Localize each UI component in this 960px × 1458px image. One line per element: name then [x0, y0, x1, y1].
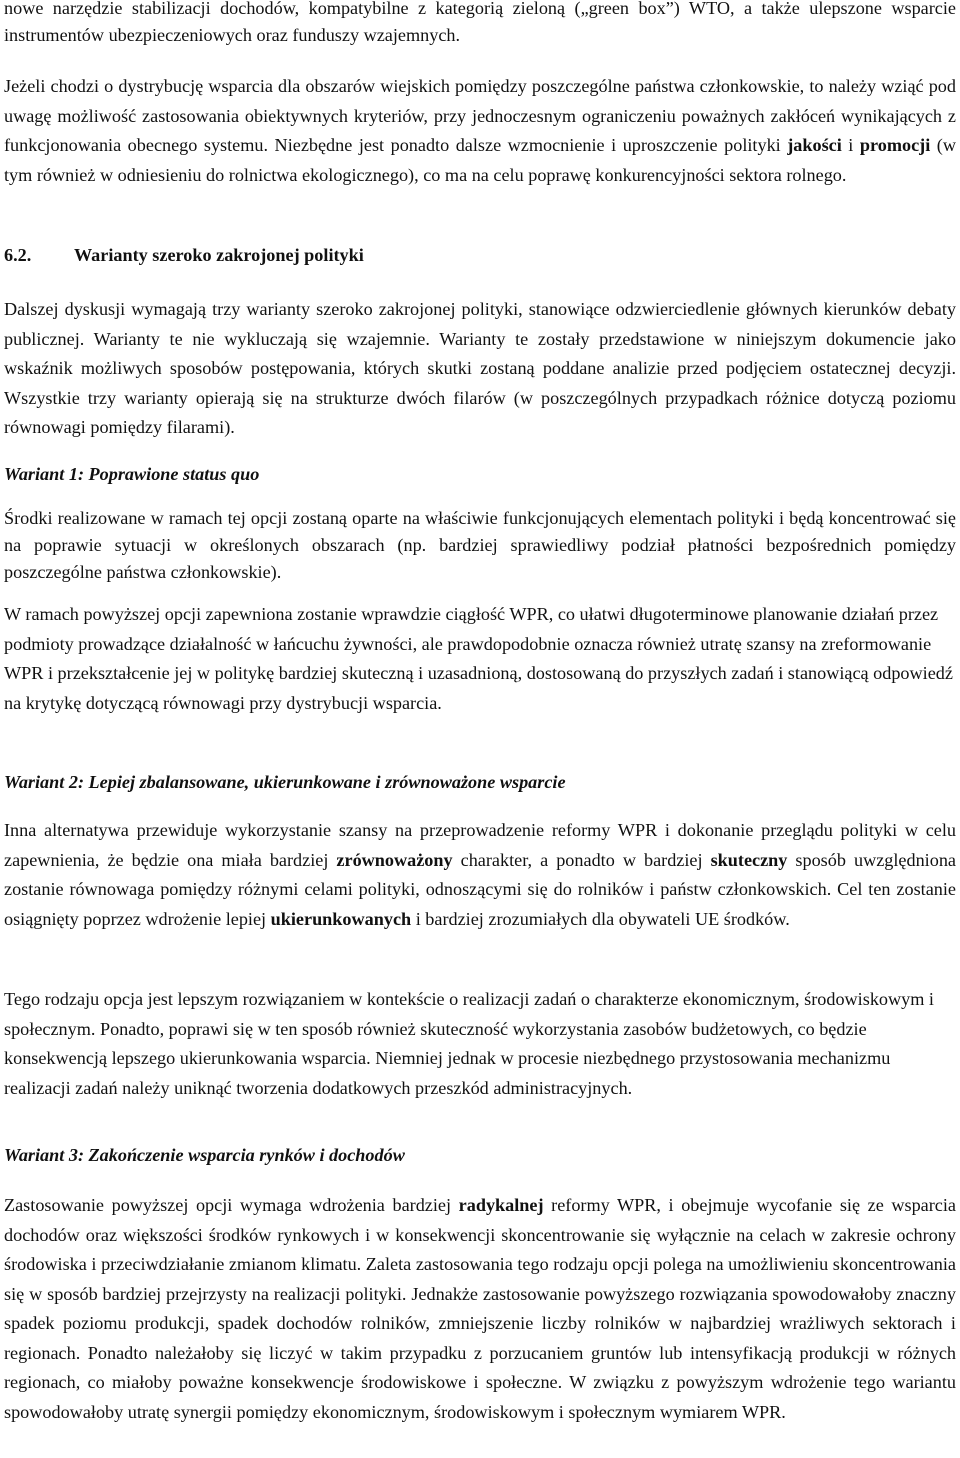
paragraph-text: charakter, a ponadto w bardziej [452, 849, 711, 870]
bold-term-effective: skuteczny [710, 849, 788, 870]
paragraph-variant-3-radical-reform [4, 1191, 956, 1427]
variant-1-title: Wariant 1: Poprawione status quo [4, 464, 260, 484]
paragraph-text: W ramach powyższej opcji zapewniona zostanie wprawdzie ciągłość WPR, co ułatwi długoterminowe planowanie działań przez podmioty prowadzące działalność w łańcuchu żywności, ale prawdopodobnie oznacza również utratę szansy na zreformowanie WPR i przekształcenie jej w politykę bardziej skuteczną i uzasadnioną, dostosowaną do przyszłych zadań i stanowiącą odpowiedź na krytykę dotyczącą równowagi przy dystrybucji wsparcia. [4, 604, 953, 713]
paragraph-variant-2-reform [4, 816, 956, 934]
paragraph-text: nowe narzędzie stabilizacji dochodów, kompatybilne z kategorią zieloną („green box”) WTO, a także ulepszone wsparcie instrumentów ubezpieczeniowych oraz funduszy wzajemnych. [4, 0, 956, 45]
paragraph-variant-2-benefits [4, 985, 956, 1103]
paragraph-intro-continuation [4, 0, 956, 49]
paragraph-variant-1-consequences [4, 600, 956, 718]
bold-term-quality: jakości [787, 135, 842, 155]
paragraph-variants-overview [4, 295, 956, 443]
paragraph-text: Jeżeli chodzi o dystrybucję wsparcia dla obszarów wiejskich pomiędzy poszczególne państwa członkowskie, to należy wziąć pod uwagę możliwość zastosowania obiektywnych kryteriów, przy jednoczesnym ograniczeniu poważnych zakłóceń wynikających z funkcjonowania obecnego systemu. Niezbędne jest ponadto dalsze wzmocnienie i uproszczenie polityki [4, 76, 956, 155]
bold-term-radical: radykalnej [458, 1195, 544, 1215]
paragraph-text: Dalszej dyskusji wymagają trzy warianty szeroko zakrojonej polityki, stanowiące odzwierciedlenie głównych kierunków debaty publicznej. Warianty te nie wykluczają się wzajemnie. Warianty te zostały przedstawione w niniejszym dokumencie jako wskaźnik możliwych sposobów postępowania, których skutki zostaną poddane analizie przed podjęciem ostatecznej decyzji. Wszystkie trzy warianty opierają się na strukturze dwóch filarów (w poszczególnych przypadkach różnice dotyczą poziomu równowagi pomiędzy filarami). [4, 299, 956, 437]
section-number: 6.2. [4, 245, 32, 265]
paragraph-text: reformy WPR, i obejmuje wycofanie się ze wsparcia dochodów oraz większości środków rynkowych i w konsekwencji skoncentrowanie się wyłącznie na celach w zakresie ochrony środowiska i przeciwdziałanie zmianom klimatu. Zaleta zastosowania tego rodzaju opcji polega na umożliwieniu skoncentrowania się w sposób bardziej przejrzysty na realizacji polityki. Jednakże zastosowanie powyższego rozwiązania spowodowałoby znaczny spadek poziomu produkcji, spadek dochodów rolników, zmniejszenie liczby rolników w najbardziej wrażliwych sektorach i regionach. Ponadto należałoby się liczyć w takim przypadku z porzucaniem gruntów lub intensyfikacją produkcji w różnych regionach, co miałoby poważne konsekwencje środowiskowe i społeczne. W związku z powyższym wdrożenie tego wariantu spowodowałoby utratę synergii pomiędzy ekonomicznym, środowiskowym i społecznym wymiarem WPR. [4, 1195, 956, 1422]
paragraph-text: (w tym również w odniesieniu do rolnictwa ekologicznego), co ma na celu poprawę konkurencyjności sektora rolnego. [4, 135, 956, 185]
paragraph-rural-support [4, 72, 956, 190]
paragraph-text: i bardziej zrozumiałych dla obywateli UE środków. [411, 908, 790, 929]
bold-term-promotion: promocji [859, 135, 931, 155]
paragraph-variant-1-measures [4, 505, 956, 586]
bold-term-targeted: ukierunkowanych [270, 908, 412, 929]
paragraph-text: sposób uwzględniona zostanie równowaga pomiędzy różnymi celami polityki, odnoszącymi się do rolników i państw członkowskich. Cel ten zostanie osiągnięty poprzez wdrożenie lepiej [4, 849, 956, 929]
paragraph-text: Środki realizowane w ramach tej opcji zostaną oparte na właściwie funkcjonujących elementach polityki i będą koncentrować się na poprawie sytuacji w określonych obszarach (np. bardziej sprawiedliwy podział płatności bezpośrednich pomiędzy poszczególne państwa członkowskie). [4, 508, 956, 582]
paragraph-text: Zastosowanie powyższej opcji wymaga wdrożenia bardziej [4, 1195, 459, 1215]
variant-3-title: Wariant 3: Zakończenie wsparcia rynków i dochodów [4, 1145, 405, 1165]
bold-term-sustainable: zrównoważony [336, 849, 453, 870]
paragraph-text: Tego rodzaju opcja jest lepszym rozwiązaniem w kontekście o realizacji zadań o charakterze ekonomicznym, środowiskowym i społecznym. Ponadto, poprawi się w ten sposób również skuteczność wykorzystania zasobów budżetowych, co będzie konsekwencją lepszego ukierunkowania wsparcia. Niemniej jednak w procesie niezbędnego przystosowania mechanizmu realizacji zadań należy uniknąć tworzenia dodatkowych przeszkód administracyjnych. [4, 989, 934, 1098]
variant-2-title: Wariant 2: Lepiej zbalansowane, ukierunkowane i zrównoważone wsparcie [4, 772, 566, 792]
paragraph-text: Inna alternatywa przewiduje wykorzystanie szansy na przeprowadzenie reformy WPR i dokonanie przeglądu polityki w celu zapewnienia, że będzie ona miała bardziej [4, 820, 956, 870]
paragraph-text: i [841, 135, 860, 155]
section-title: Warianty szeroko zakrojonej polityki [74, 245, 364, 265]
section-heading [4, 243, 364, 267]
